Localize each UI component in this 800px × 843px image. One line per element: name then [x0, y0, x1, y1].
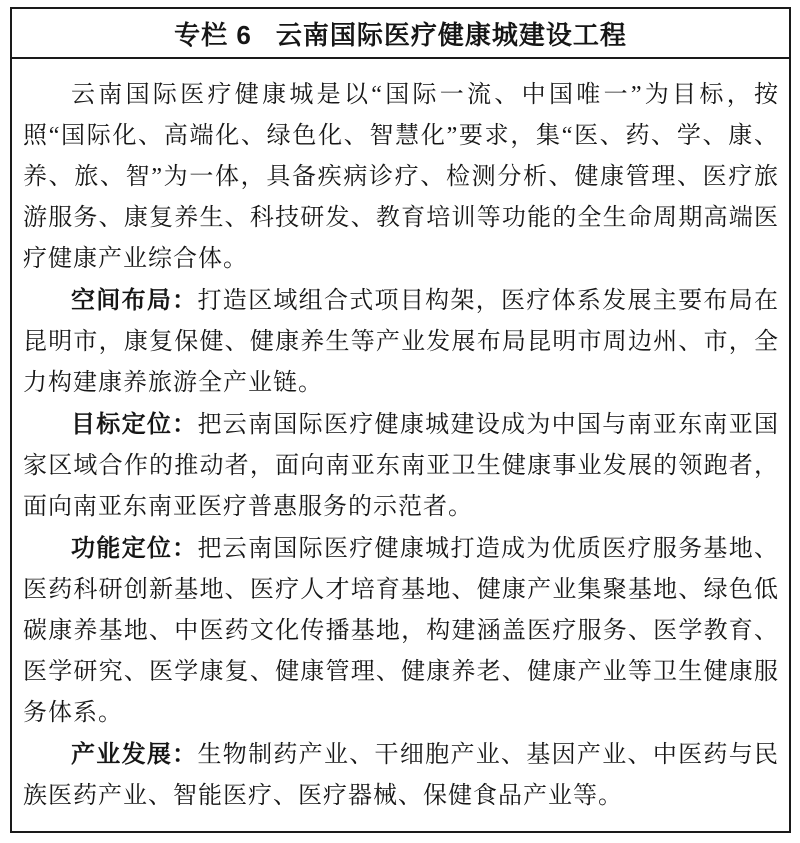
paragraph-overview-text: 云南国际医疗健康城是以“国际一流、中国唯一”为目标，按照“国际化、高端化、绿色化、智慧化”要求，集“医、药、学、康、养、旅、智”为一体，具备疾病诊疗、检测分析、健康管理、医疗旅游服务、康复养生、科技研发、教育培训等功能的全生命周期高端医疗健康产业综合体。	[23, 82, 779, 272]
panel-title	[12, 9, 789, 59]
paragraph-industry-development-text: 生物制药产业、干细胞产业、基因产业、中医药与民族医药产业、智能医疗、医疗器械、保健食品产业等。	[23, 742, 780, 809]
panel-body	[12, 59, 789, 817]
paragraph-functional-positioning-lead: 功能定位：	[71, 535, 198, 562]
paragraph-functional-positioning-text: 把云南国际医疗健康城打造成为优质医疗服务基地、医药科研创新基地、医疗人才培育基地、健康产业集聚基地、绿色低碳康养基地、中医药文化传播基地，构建涵盖医疗服务、医学教育、医学研究、医学康复、健康管理、健康养老、健康产业等卫生健康服务体系。	[23, 536, 780, 726]
panel-title-main: 云南国际医疗健康城建设工程	[275, 19, 627, 50]
paragraph-spatial-layout	[23, 280, 779, 404]
paragraph-industry-development-lead: 产业发展：	[71, 741, 198, 768]
paragraph-target-positioning-lead: 目标定位：	[71, 411, 198, 438]
paragraph-spatial-layout-lead: 空间布局：	[71, 287, 198, 314]
paragraph-target-positioning-text: 把云南国际医疗健康城建设成为中国与南亚东南亚国家区域合作的推动者，面向南亚东南亚卫生健康事业发展的领跑者，面向南亚东南亚医疗普惠服务的示范者。	[23, 412, 780, 520]
paragraph-overview	[23, 74, 779, 280]
paragraph-industry-development	[23, 734, 779, 817]
paragraph-spatial-layout-text: 打造区域组合式项目构架，医疗体系发展主要布局在昆明市，康复保健、健康养生等产业发展布局昆明市周边州、市，全力构建康养旅游全产业链。	[23, 288, 780, 396]
panel-title-prefix: 专栏 6	[174, 19, 252, 50]
paragraph-functional-positioning	[23, 528, 779, 734]
paragraph-target-positioning	[23, 404, 779, 528]
panel-box	[10, 7, 791, 833]
